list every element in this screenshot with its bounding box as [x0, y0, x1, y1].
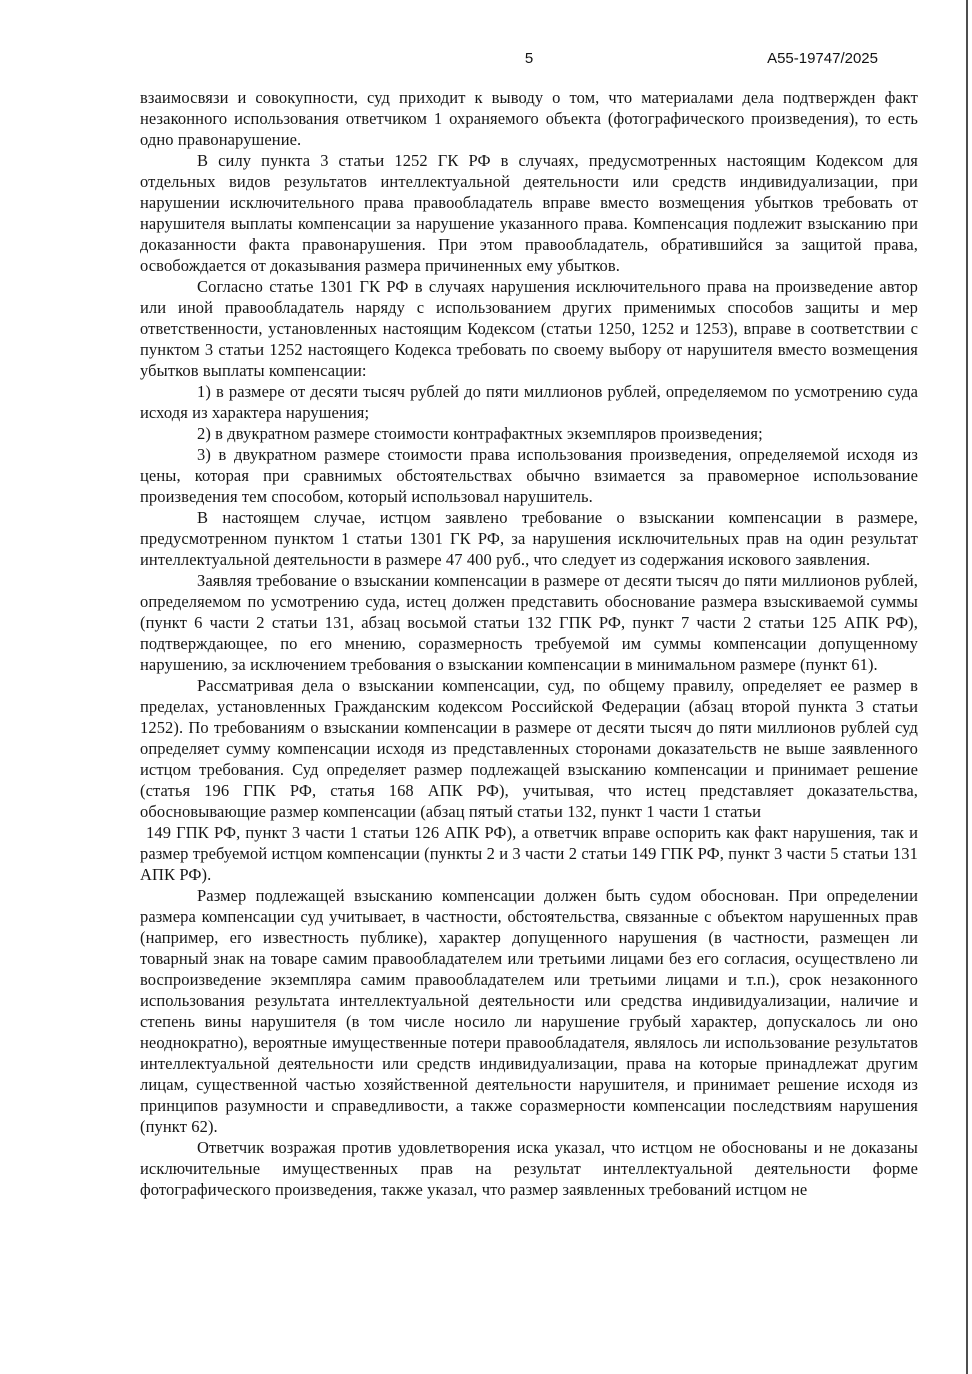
paragraph: Размер подлежащей взысканию компенсации должен быть судом обоснован. При определении размера компенсации суд учитывает, в частности, обстоятельства, связанные с объектом нарушенных прав (например, его известность публике), характер допущенного нарушения (в частности, размещен ли товарный знак на товаре самим правообладателем или третьими лицами без его согласия, осуществлено ли воспроизведение экземпляра самим правообладателем или третьими лицами и т.п.), срок незаконного использования результата интеллектуальной деятельности или средства индивидуализации, наличие и степень вины нарушителя (в том числе носило ли нарушение грубый характер, допускалось ли оно неоднократно), вероятные имущественные потери правообладателя, являлось ли использование результатов интеллектуальной деятельности или средств индивидуализации, права на которые принадлежат другим лицам, существенной частью хозяйственной деятельности нарушителя, и принимает решение исходя из принципов разумности и справедливости, а также соразмерности компенсации последствиям нарушения (пункт 62).: [140, 886, 918, 1136]
paragraph: В силу пункта 3 статьи 1252 ГК РФ в случаях, предусмотренных настоящим Кодексом для отдельных видов результатов интеллектуальной деятельности или средств индивидуализации, при нарушении исключительного права правообладатель вправе вместо возмещения убытков требовать от нарушителя выплаты компенсации за нарушение указанного права. Компенсация подлежит взысканию при доказанности факта правонарушения. При этом правообладатель, обратившийся за защитой права, освобождается от доказывания размера причиненных ему убытков.: [140, 151, 918, 275]
document-body: [140, 87, 918, 1200]
paragraph: 1) в размере от десяти тысяч рублей до пяти миллионов рублей, определяемом по усмотрению суда исходя из характера нарушения;: [140, 382, 918, 422]
paragraph: Согласно статье 1301 ГК РФ в случаях нарушения исключительного права на произведение автор или иной правообладатель наряду с использованием других применимых способов защиты и мер ответственности, установленных настоящим Кодексом (статьи 1250, 1252 и 1253), вправе в соответствии с пунктом 3 статьи 1252 настоящего Кодекса требовать по своему выбору от нарушителя вместо возмещения убытков выплаты компенсации:: [140, 277, 918, 380]
paragraph: Заявляя требование о взыскании компенсации в размере от десяти тысяч до пяти миллионов рублей, определяемом по усмотрению суда, истец должен представить обоснование размера взыскиваемой суммы (пункт 6 части 2 статьи 131, абзац восьмой статьи 132 ГПК РФ, пункт 7 части 2 статьи 125 АПК РФ), подтверждающее, по его мнению, соразмерность требуемой им суммы компенсации допущенному нарушению, за исключением требования о взыскании компенсации в минимальном размере (пункт 61).: [140, 571, 918, 674]
paragraph: Ответчик возражая против удовлетворения иска указал, что истцом не обоснованы и не доказаны исключительные имущественных прав на результат интеллектуальной деятельности форме фотографического произведения, также указал, что размер заявленных требований истцом не: [140, 1138, 918, 1199]
paragraph: 3) в двукратном размере стоимости права использования произведения, определяемой исходя из цены, которая при сравнимых обстоятельствах обычно взимается за правомерное использование произведения тем способом, который использовал нарушитель.: [140, 445, 918, 506]
paragraph: В настоящем случае, истцом заявлено требование о взыскании компенсации в размере, предусмотренном пунктом 1 статьи 1301 ГК РФ, за нарушения исключительных прав на один результат интеллектуальной деятельности в размере 47 400 руб., что следует из содержания искового заявления.: [140, 508, 918, 569]
page-header: [140, 50, 918, 72]
paragraph: Рассматривая дела о взыскании компенсации, суд, по общему правилу, определяет ее размер в пределах, установленных Гражданским кодексом Российской Федерации (абзац второй пункта 3 статьи 1252). По требованиям о взыскании компенсации в размере от десяти тысяч до пяти миллионов рублей суд определяет сумму компенсации исходя из представленных сторонами доказательств не выше заявленного истцом требования. Суд определяет размер подлежащей взысканию компенсации и принимает решение (статья 196 ГПК РФ, статья 168 АПК РФ), учитывая, что истец представляет доказательства, обосновывающие размер компенсации (абзац пятый статьи 132, пункт 1 части 1 статьи: [140, 676, 918, 821]
scan-edge-line: [966, 0, 968, 1374]
paragraph: 149 ГПК РФ, пункт 3 части 1 статьи 126 АПК РФ), а ответчик вправе оспорить как факт нарушения, так и размер требуемой истцом компенсации (пункты 2 и 3 части 2 статьи 149 ГПК РФ, пункт 3 части 5 статьи 131 АПК РФ).: [140, 823, 918, 884]
paragraph: взаимосвязи и совокупности, суд приходит к выводу о том, что материалами дела подтвержден факт незаконного использования ответчиком 1 охраняемого объекта (фотографического произведения), то есть одно правонарушение.: [140, 88, 918, 149]
paragraph: 2) в двукратном размере стоимости контрафактных экземпляров произведения;: [197, 424, 763, 443]
case-number: А55-19747/2025: [767, 50, 878, 67]
page-number: 5: [524, 50, 534, 67]
